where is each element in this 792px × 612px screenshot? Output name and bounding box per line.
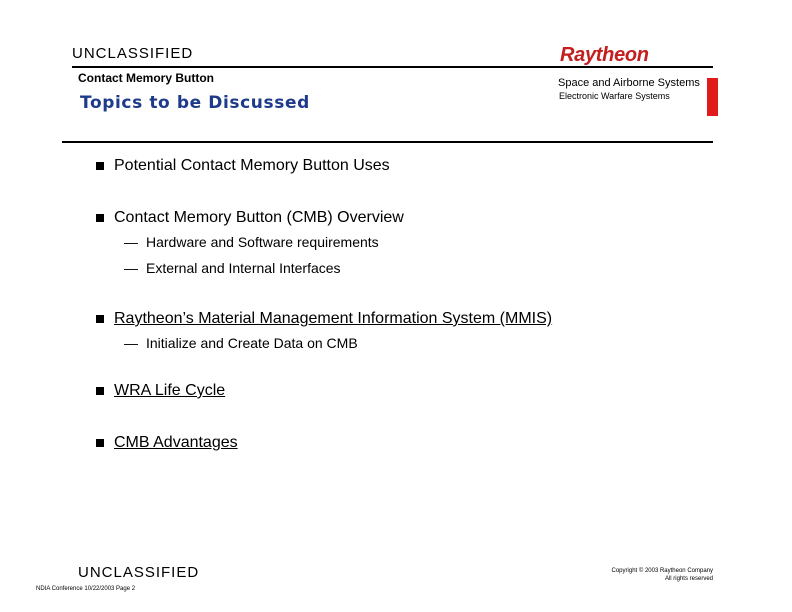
sub-bullet-item [124, 335, 358, 351]
copyright-line: Copyright © 2003 Raytheon Company [611, 568, 713, 574]
bullet-link-mmis[interactable]: Raytheon’s Material Management Information System (MMIS) [114, 310, 553, 327]
raytheon-logo: Raytheon [560, 44, 649, 66]
dash-icon: — [124, 335, 138, 351]
slide-subtitle: Contact Memory Button [78, 71, 214, 85]
bullet-item [96, 434, 238, 452]
classification-header: UNCLASSIFIED [72, 45, 194, 62]
bullet-link-cmb-advantages[interactable]: CMB Advantages [114, 434, 238, 451]
bullet-item [96, 310, 552, 328]
bullet-text: Potential Contact Memory Button Uses [114, 157, 390, 174]
bullet-link-wra-life-cycle[interactable]: WRA Life Cycle [114, 382, 226, 399]
sub-bullet-text: Hardware and Software requirements [146, 234, 379, 250]
classification-footer: UNCLASSIFIED [78, 564, 200, 581]
dash-icon: — [124, 234, 138, 250]
dash-icon: — [124, 260, 138, 276]
square-bullet-icon [96, 315, 104, 323]
sub-bullet-item [124, 260, 341, 276]
square-bullet-icon [96, 387, 104, 395]
group-label: Electronic Warfare Systems [559, 91, 670, 101]
sub-bullet-item [124, 234, 379, 250]
rights-line: All rights reserved [664, 576, 713, 583]
slide-title: Topics to be Discussed [80, 93, 310, 113]
square-bullet-icon [96, 214, 104, 222]
square-bullet-icon [96, 162, 104, 170]
square-bullet-icon [96, 439, 104, 447]
copyright-notice [600, 567, 713, 584]
accent-bar [707, 78, 718, 116]
bullet-item [96, 209, 404, 227]
title-divider [62, 141, 713, 143]
bullet-text: Contact Memory Button (CMB) Overview [114, 209, 404, 226]
sub-bullet-text: External and Internal Interfaces [146, 260, 341, 276]
footer-note: NDIA Conference 10/22/2003 Page 2 [36, 586, 136, 592]
bullet-item [96, 382, 225, 400]
bullet-item [96, 157, 390, 175]
division-label: Space and Airborne Systems [558, 77, 700, 89]
sub-bullet-text: Initialize and Create Data on CMB [146, 335, 358, 351]
